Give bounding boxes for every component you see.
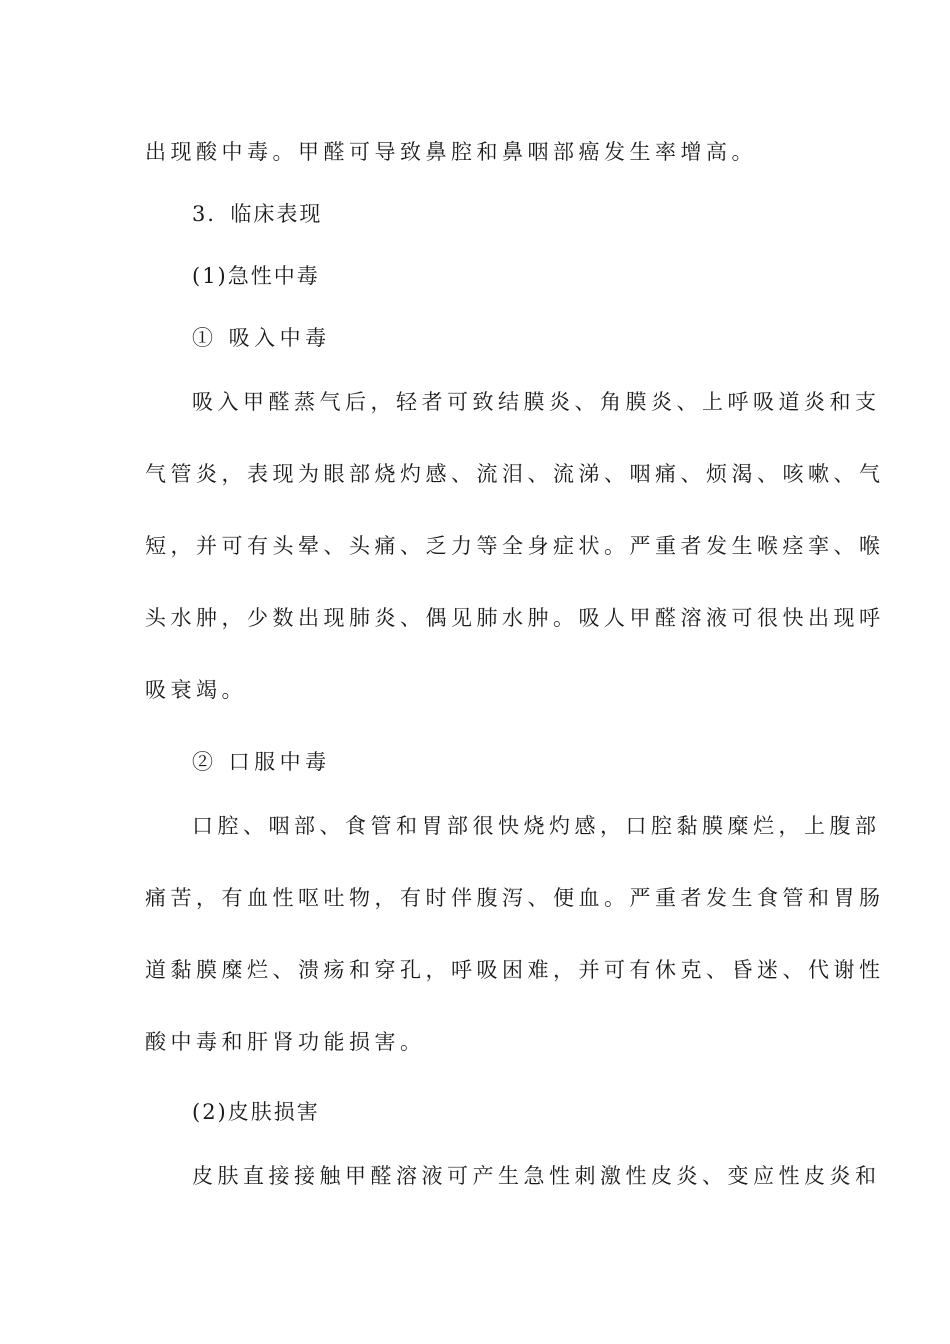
paragraph-line: 痛苦，有血性呕吐物，有时伴腹泻、便血。严重者发生食管和胃肠 <box>145 886 885 910</box>
paragraph-line: 吸入甲醛蒸气后，轻者可致结膜炎、角膜炎、上呼吸道炎和支 <box>192 390 881 414</box>
section-heading-clinical: 3．临床表现 <box>192 202 323 226</box>
paragraph-line: 短，并可有头晕、头痛、乏力等全身症状。严重者发生喉痉挛、喉 <box>145 534 885 558</box>
subheading-oral: ② 口服中毒 <box>192 750 331 774</box>
paragraph-line: 皮肤直接接触甲醛溶液可产生急性刺激性皮炎、变应性皮炎和 <box>192 1164 881 1188</box>
subheading-acute-poisoning: (1)急性中毒 <box>192 264 320 288</box>
paragraph-line: 口腔、咽部、食管和胃部很快烧灼感，口腔黏膜糜烂，上腹部 <box>192 814 881 838</box>
paragraph-line: 酸中毒和肝肾功能损害。 <box>145 1030 426 1054</box>
text-line-1: 出现酸中毒。甲醛可导致鼻腔和鼻咽部癌发生率增高。 <box>145 140 757 164</box>
paragraph-line: 头水肿，少数出现肺炎、偶见肺水肿。吸人甲醛溶液可很快出现呼 <box>145 606 885 630</box>
subheading-inhalation: ① 吸入中毒 <box>192 326 331 350</box>
paragraph-line: 吸衰竭。 <box>145 678 247 702</box>
paragraph-line: 气管炎，表现为眼部烧灼感、流泪、流涕、咽痛、烦渴、咳嗽、气 <box>145 462 885 486</box>
paragraph-line: 道黏膜糜烂、溃疡和穿孔，呼吸困难，并可有休克、昏迷、代谢性 <box>145 958 885 982</box>
subheading-skin-damage: (2)皮肤损害 <box>192 1100 320 1124</box>
